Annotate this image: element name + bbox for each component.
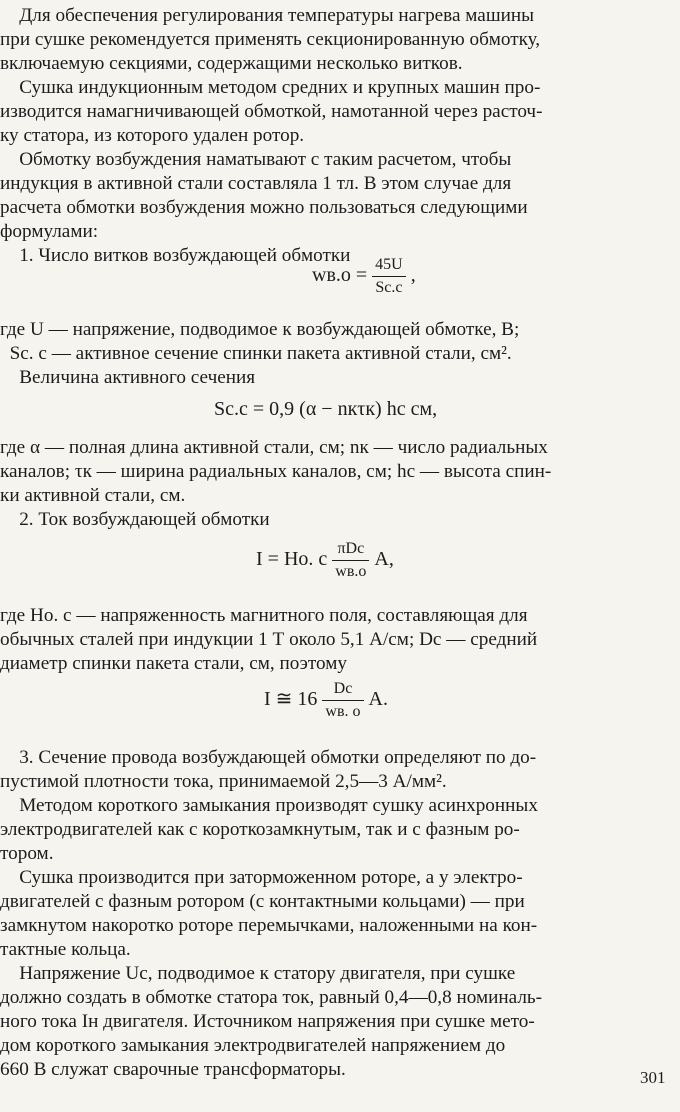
page-number: 301 [640, 1068, 666, 1087]
text-line: дом короткого замыкания электродвигателей напряжением до [0, 1035, 506, 1056]
formula-fraction [322, 680, 363, 721]
formula-numerator: πDс [332, 540, 369, 561]
text-line: пустимой плотности тока, принимаемой 2,5—3 А/мм². [0, 771, 447, 792]
text-line: диаметр спинки пакета стали, см, поэтому [0, 653, 347, 674]
text-line: обычных сталей при индукции 1 Т около 5,1 А/см; Dс — средний [0, 629, 538, 650]
text-line: 660 В служат сварочные трансформаторы. [0, 1059, 346, 1080]
formula-numerator: 45U [372, 256, 406, 277]
text-line: тактные кольца. [0, 939, 131, 960]
text-line: формулами: [0, 221, 99, 242]
formula-turns [0, 256, 680, 297]
text-line: электродвигателей как с короткозамкнутым, так и с фазным ро- [0, 819, 520, 840]
text-line: расчета обмотки возбуждения можно пользоваться следующими [0, 197, 528, 218]
formula-numerator: Dс [322, 680, 363, 701]
text-line: ного тока Iн двигателя. Источником напряжения при сушке мето- [0, 1011, 535, 1032]
text-line: индукция в активной стали составляла 1 тл. В этом случае для [0, 173, 512, 194]
text-line: ку статора, из которого удален ротор. [0, 125, 305, 146]
text-line: Величина активного сечения [0, 367, 256, 388]
formula-lhs: I ≅ 16 [264, 688, 318, 711]
text-line: Сушка производится при заторможенном роторе, а у электро- [0, 867, 523, 888]
formula-lhs: I = Hо. с [256, 548, 328, 571]
formula-current [0, 540, 680, 581]
text-line: Для обеспечения регулирования температуры нагрева машины [0, 5, 535, 26]
text-line: где U — напряжение, подводимое к возбуждающей обмотке, В; [0, 319, 520, 340]
formula-denominator: wв. о [325, 703, 361, 720]
text-line: Напряжение Uс, подводимое к статору двигателя, при сушке [0, 963, 516, 984]
text-line: ки активной стали, см. [0, 485, 186, 506]
formula-denominator: Sс.с [375, 279, 403, 296]
text-line: замкнутом накоротко роторе перемычками, наложенными на кон- [0, 915, 538, 936]
formula-fraction [372, 256, 406, 297]
text-line: Sс. с — активное сечение спинки пакета активной стали, см². [0, 343, 512, 364]
text-line: где Hо. с — напряженность магнитного поля, составляющая для [0, 605, 528, 626]
formula-section-area: Sс.с = 0,9 (α − nкτк) hс см, [214, 398, 438, 420]
text-line: где α — полная длина активной стали, см; nк — число радиальных [0, 437, 548, 458]
formula-lhs: wв.о = [312, 264, 368, 287]
formula-tail: А. [368, 688, 388, 711]
text-line: должно создать в обмотке статора ток, равный 0,4—0,8 номиналь- [0, 987, 543, 1008]
text-line: тором. [0, 843, 54, 864]
text-line: каналов; τк — ширина радиальных каналов, см; hс — высота спин- [0, 461, 552, 482]
text-line: изводится намагничивающей обмоткой, намотанной через расточ- [0, 101, 543, 122]
formula-denominator: wв.о [335, 563, 367, 580]
text-line: двигателей с фазным ротором (с контактными кольцами) — при [0, 891, 525, 912]
formula-tail: А, [374, 548, 394, 571]
formula-current-approx [0, 680, 680, 721]
list-item-title: 2. Ток возбуждающей обмотки [0, 509, 270, 530]
text-line: Обмотку возбуждения наматывают с таким расчетом, чтобы [0, 149, 512, 170]
text-line: Сушка индукционным методом средних и крупных машин про- [0, 77, 541, 98]
text-line: при сушке рекомендуется применять секционированную обмотку, [0, 29, 541, 50]
text-line: 3. Сечение провода возбуждающей обмотки определяют по до- [0, 747, 537, 768]
formula-tail: , [410, 264, 416, 287]
list-item-title: 1. Число витков возбуждающей обмотки [0, 245, 351, 266]
text-line: включаемую секциями, содержащими несколько витков. [0, 53, 463, 74]
formula-fraction [332, 540, 369, 581]
text-line: Методом короткого замыкания производят сушку асинхронных [0, 795, 538, 816]
